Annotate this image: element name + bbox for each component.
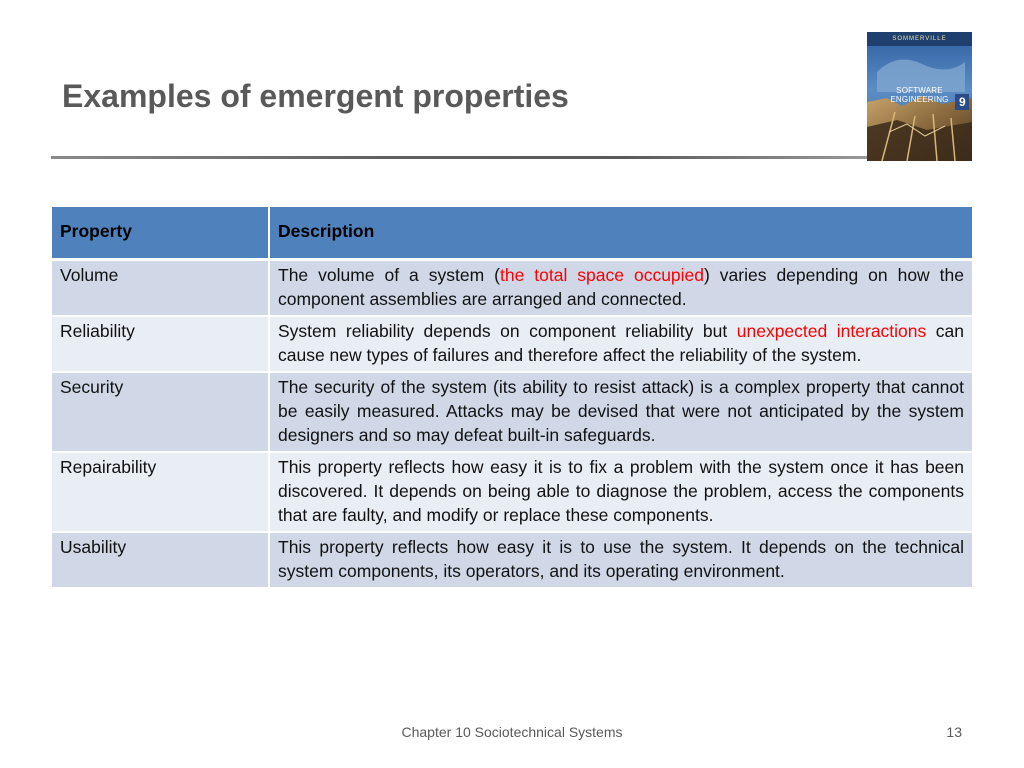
description-cell bbox=[269, 372, 972, 452]
description-cell bbox=[269, 532, 972, 588]
description-cell bbox=[269, 452, 972, 532]
footer-chapter-title: Chapter 10 Sociotechnical Systems bbox=[401, 724, 623, 740]
table-row bbox=[52, 532, 972, 588]
highlighted-text: unexpected interactions bbox=[736, 320, 927, 341]
property-cell: Volume bbox=[52, 259, 269, 316]
description-text: can cause new types of failures and therefore affect the reliability of the system. bbox=[278, 320, 965, 365]
description-text: This property reflects how easy it is to use the system. It depends on the technical system components, its operators, and its operating environment. bbox=[278, 536, 964, 581]
property-cell: Reliability bbox=[52, 316, 269, 372]
book-cover-edition: 9 bbox=[959, 95, 966, 109]
table-row bbox=[52, 316, 972, 372]
column-header-description: Description bbox=[269, 207, 972, 259]
book-cover-author: SOMMERVILLE bbox=[892, 36, 947, 42]
column-header-property: Property bbox=[52, 207, 269, 259]
property-cell: Usability bbox=[52, 532, 269, 588]
property-cell: Repairability bbox=[52, 452, 269, 532]
description-text: This property reflects how easy it is to fix a problem with the system once it has been discovered. It depends on being able to diagnose the problem, access the components that are faulty, and modify or replace these components. bbox=[278, 456, 964, 525]
table-row bbox=[52, 259, 972, 316]
book-cover-image bbox=[867, 32, 972, 161]
description-text: System reliability depends on component reliability but bbox=[278, 320, 737, 341]
description-text: ) varies depending on how the component assemblies are arranged and connected. bbox=[278, 264, 964, 309]
table-body bbox=[52, 259, 972, 588]
book-cover-subject: SOFTWARE ENGINEERING bbox=[890, 86, 949, 104]
highlighted-text: the total space occupied bbox=[499, 264, 705, 285]
description-text: The volume of a system ( bbox=[278, 264, 500, 285]
table-row bbox=[52, 452, 972, 532]
table-row bbox=[52, 372, 972, 452]
title-divider bbox=[51, 156, 871, 159]
slide-title: Examples of emergent properties bbox=[62, 78, 569, 114]
description-cell bbox=[269, 316, 972, 372]
page-number: 13 bbox=[946, 724, 962, 740]
description-text: The security of the system (its ability to resist attack) is a complex property that cannot be easily measured. Attacks may be devised that were not anticipated by the system designers and so may defeat built-in safeguards. bbox=[278, 376, 964, 445]
table-header-row bbox=[52, 207, 972, 259]
property-cell: Security bbox=[52, 372, 269, 452]
description-cell bbox=[269, 259, 972, 316]
emergent-properties-table bbox=[52, 207, 972, 589]
